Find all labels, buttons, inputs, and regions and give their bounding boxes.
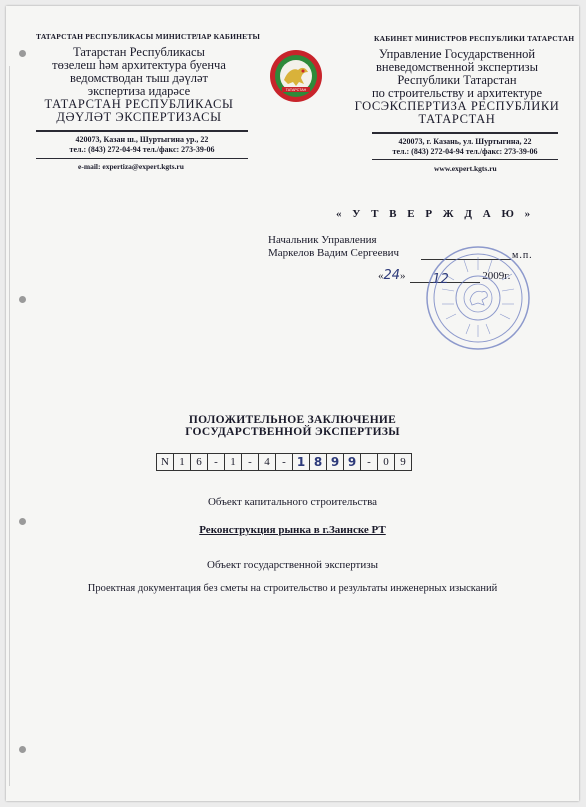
official-seal-stamp — [424, 244, 532, 352]
number-cell: 4 — [259, 454, 276, 470]
expertise-object-name: Проектная документация без сметы на строительство и результаты инженерных изысканий — [87, 583, 498, 594]
number-cell: 9 — [400, 456, 406, 468]
left-org-line: Татарстан Республикасы — [73, 45, 205, 59]
date-day: 24 — [383, 268, 401, 283]
right-org-line: Республики Татарстан — [397, 73, 517, 87]
right-website: www.expert.kgts.ru — [434, 164, 497, 173]
right-address — [372, 137, 558, 157]
number-cell: 1 — [225, 454, 242, 470]
conclusion-title-line: ПОЛОЖИТЕЛЬНОЕ ЗАКЛЮЧЕНИЕ — [188, 414, 397, 426]
number-cell: 1 — [293, 454, 310, 470]
number-cell: - — [208, 454, 225, 470]
left-org-line: төзелеш һәм архитектура буенча — [52, 58, 226, 72]
document-page — [6, 6, 579, 801]
number-cell: 0 — [378, 454, 395, 470]
capital-object-name-text: Реконструкция рынка в г.Заинске РТ — [199, 524, 386, 536]
header-rule — [36, 130, 248, 132]
right-org-line: вневедомственной экспертизы — [376, 60, 538, 74]
number-cell: - — [242, 454, 259, 470]
right-phone: тел.: (843) 272-04-94 тел./факс: 273-39-06 — [392, 147, 538, 156]
number-cell: - — [361, 454, 378, 470]
approval-signer — [268, 234, 399, 260]
date-quote-close: » — [400, 270, 406, 282]
left-email: e-mail: expertiza@expert.kgts.ru — [78, 162, 184, 171]
right-org-title: ТАТАРСТАН — [418, 112, 496, 126]
approval-heading: « У Т В Е Р Ж Д А Ю » — [336, 208, 535, 220]
date-year: 2009г. — [482, 270, 511, 282]
number-cell: 8 — [310, 454, 327, 470]
number-cell: 9 — [327, 454, 344, 470]
signer-name: Маркелов Вадим Сергеевич — [268, 247, 400, 259]
date-quote-open: « — [378, 270, 384, 282]
left-org-block — [34, 46, 244, 124]
number-cell: N — [157, 454, 174, 470]
expertise-object-label: Объект государственной экспертизы — [207, 559, 378, 571]
number-cell: - — [276, 454, 293, 470]
capital-object-label: Объект капитального строительства — [207, 496, 378, 508]
header-rule — [36, 158, 248, 159]
conclusion-title — [6, 414, 579, 438]
date-month: 12 — [432, 272, 449, 287]
right-org-line: по строительству и архитектуре — [371, 86, 543, 100]
number-cell: 6 — [191, 454, 208, 470]
left-org-line: экспертиза идарәсе — [87, 84, 191, 98]
conclusion-number-box — [156, 453, 412, 471]
right-org-line: Управление Государственной — [378, 47, 536, 61]
right-cabinet-name: КАБИНЕТ МИНИСТРОВ РЕСПУБЛИКИ ТАТАРСТАН — [374, 34, 575, 43]
right-address-line: 420073, г. Казань, ул. Шуртыгина, 22 — [398, 137, 532, 146]
number-cell: 9 — [344, 454, 361, 470]
header-rule — [372, 132, 558, 134]
seal-place-label: м.п. — [512, 250, 533, 261]
right-org-title: ГОСЭКСПЕРТИЗА РЕСПУБЛИКИ — [354, 99, 560, 113]
left-org-line: ведомстводан тыш дәүләт — [70, 71, 208, 85]
left-address — [36, 135, 248, 155]
tatarstan-emblem-icon — [268, 48, 324, 104]
signer-position: Начальник Управления — [268, 234, 377, 246]
conclusion-title-line: ГОСУДАРСТВЕННОЙ ЭКСПЕРТИЗЫ — [185, 426, 400, 438]
left-address-line: 420073, Казан ш., Шуртыгина ур., 22 — [75, 135, 209, 144]
left-org-title: ДӘҮЛӘТ ЭКСПЕРТИЗАСЫ — [56, 110, 222, 124]
binder-hole — [19, 296, 26, 303]
left-org-title: ТАТАРСТАН РЕСПУБЛИКАСЫ — [44, 97, 234, 111]
left-phone: тел.: (843) 272-04-94 тел./факс: 273-39-06 — [69, 145, 215, 154]
binder-hole — [19, 746, 26, 753]
emblem-text: ТАТАРСТАН — [285, 88, 307, 92]
binder-hole — [19, 50, 26, 57]
header-rule — [372, 159, 558, 160]
capital-object-name — [6, 524, 579, 536]
right-org-block — [352, 48, 562, 126]
number-cell: 1 — [174, 454, 191, 470]
left-cabinet-name: ТАТАРСТАН РЕСПУБЛИКАСЫ МИНИСТРЛАР КАБИНЕТЫ — [36, 32, 261, 41]
